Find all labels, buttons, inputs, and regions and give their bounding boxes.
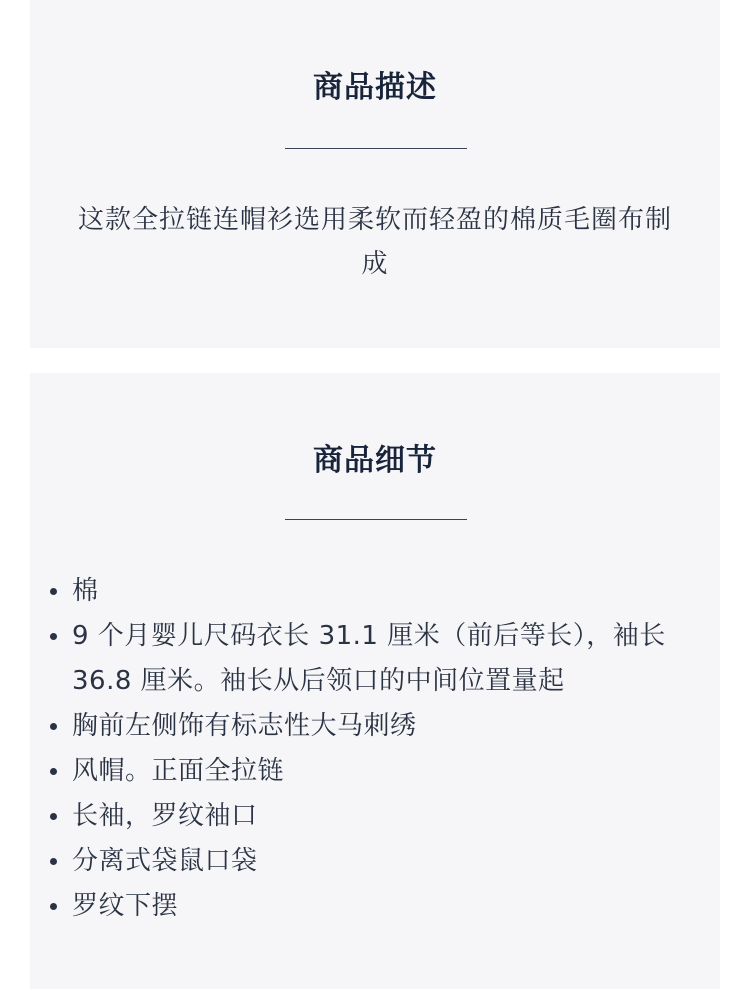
- details-item-text: 罗纹下摆: [72, 891, 179, 921]
- details-list-item: [72, 704, 692, 749]
- details-item-text: 长袖，罗纹袖口: [72, 801, 258, 831]
- bullet-icon: [50, 813, 57, 820]
- details-list-item: [72, 794, 692, 839]
- details-list-item: [72, 569, 692, 614]
- product-details-card: [30, 373, 720, 989]
- details-title: 商品细节: [313, 443, 437, 478]
- details-item-text: 分离式袋鼠口袋: [72, 846, 258, 876]
- details-list-item: [72, 884, 692, 929]
- bullet-icon: [50, 588, 57, 595]
- details-list-item: [72, 749, 692, 794]
- details-item-text: 胸前左侧饰有标志性大马刺绣: [72, 711, 417, 741]
- details-item-text: 棉: [72, 576, 99, 606]
- bullet-icon: [50, 903, 57, 910]
- details-list: [72, 569, 692, 929]
- bullet-icon: [50, 633, 57, 640]
- details-list-item: [72, 614, 692, 704]
- details-divider: [285, 519, 467, 520]
- bullet-icon: [50, 858, 57, 865]
- details-item-text: 9 个月婴儿尺码衣长 31.1 厘米（前后等长），袖长 36.8 厘米。袖长从后领口的中间位置量起: [72, 621, 666, 696]
- details-item-text: 风帽。正面全拉链: [72, 756, 285, 786]
- description-divider: [285, 148, 467, 149]
- product-description-card: [30, 0, 720, 348]
- details-list-item: [72, 839, 692, 884]
- bullet-icon: [50, 768, 57, 775]
- description-text: 这款全拉链连帽衫选用柔软而轻盈的棉质毛圈布制成: [77, 205, 672, 279]
- bullet-icon: [50, 723, 57, 730]
- description-title: 商品描述: [313, 70, 437, 105]
